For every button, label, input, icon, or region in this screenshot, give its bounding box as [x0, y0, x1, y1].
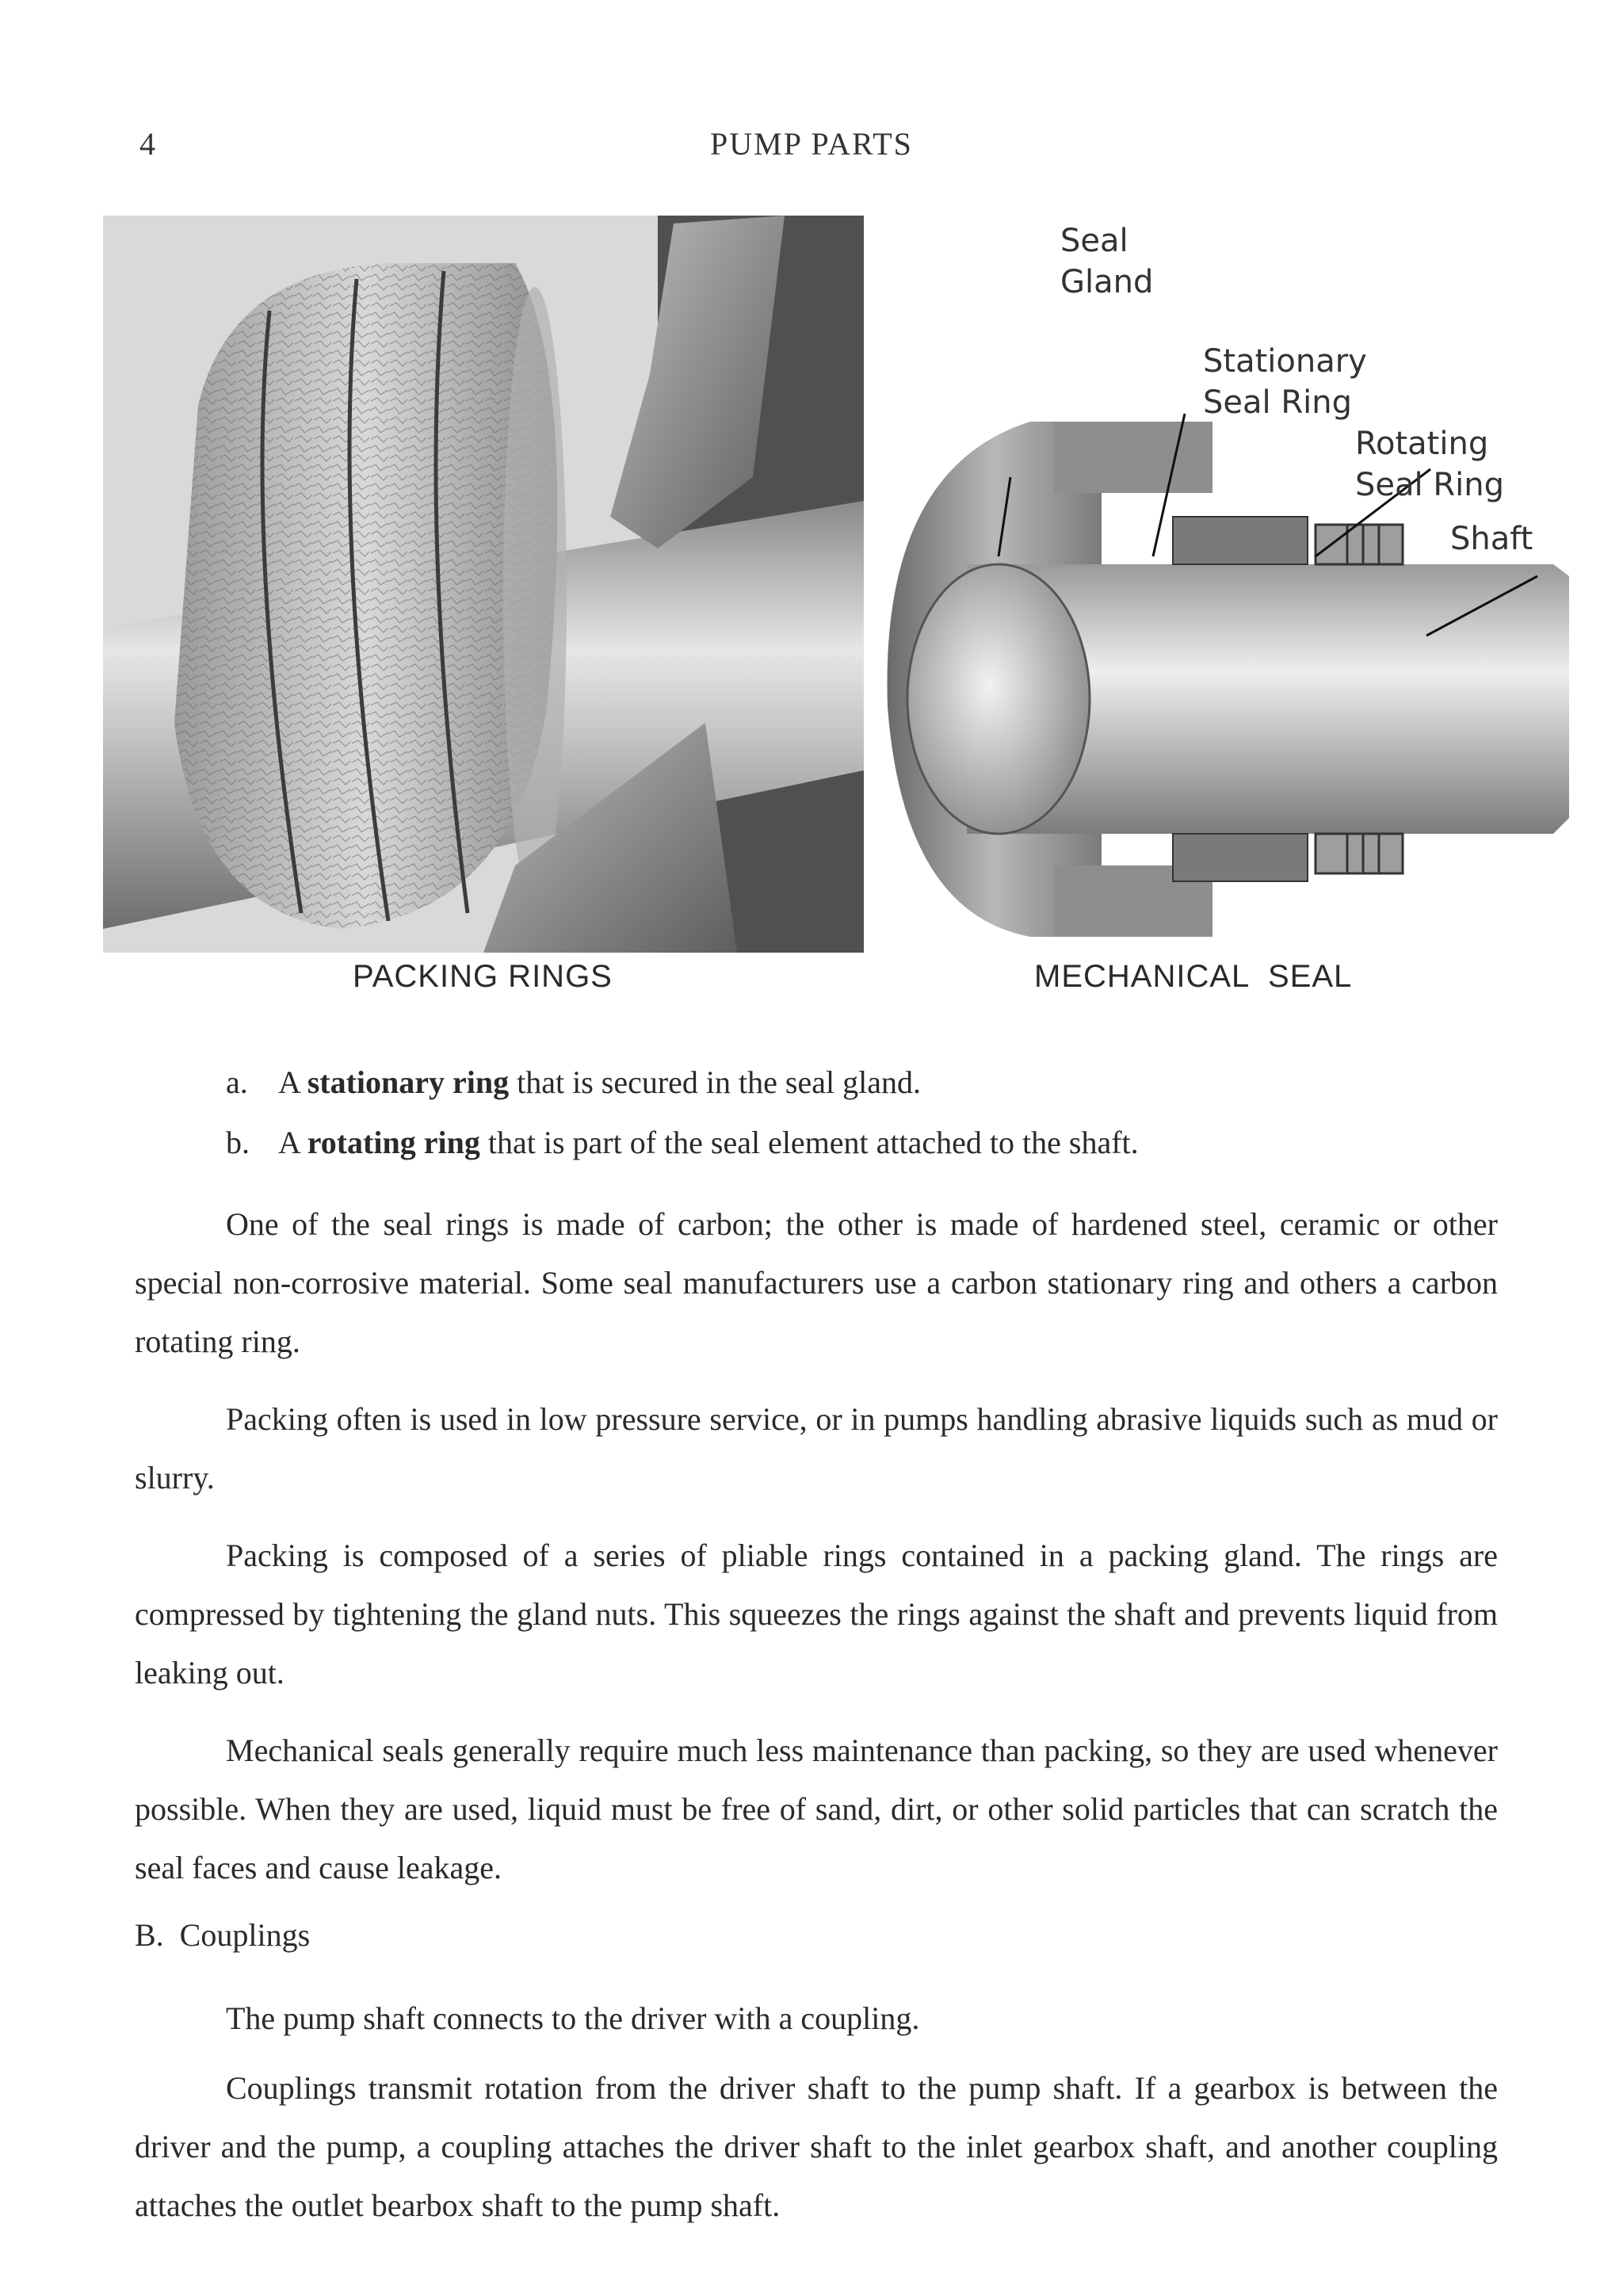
shaft-label: Shaft [1450, 521, 1533, 557]
paragraph-seal-materials: One of the seal rings is made of carbon; the other is made of hardened steel, ceramic or other special non-corrosive material. Some seal manufacturers use a carbon stationary ring and others a carbon rotating ring. [135, 1206, 1498, 1359]
section-heading-couplings: B. Couplings [135, 1917, 311, 1953]
mechanical-seal-caption: MECHANICAL SEAL [1034, 959, 1353, 994]
packing-rings-illustration [103, 216, 864, 953]
rotating-seal-ring-label: Rotating Seal Ring [1355, 426, 1504, 503]
stationary-seal-ring-label: Stationary Seal Ring [1203, 343, 1367, 421]
page-header: PUMP PARTS [710, 126, 913, 162]
paragraph-coupling-function: Couplings transmit rotation from the driver shaft to the pump shaft. If a gearbox is between the driver and the pump, a coupling attaches the driver shaft to the inlet gearbox shaft, and another coupling attaches the outlet bearbox shaft to the pump shaft. [135, 2070, 1498, 2223]
paragraph-coupling-intro: The pump shaft connects to the driver with a coupling. [226, 2000, 920, 2036]
list-item: b. A rotating ring that is part of the seal element attached to the shaft. [226, 1125, 1139, 1160]
mechanical-seal-illustration [872, 216, 1569, 953]
paragraph-mechanical-seals: Mechanical seals generally require much less maintenance than packing, so they are used whenever possible. When they are used, liquid must be free of sand, dirt, or other solid particles that can scratch the seal faces and cause leakage. [135, 1733, 1498, 1885]
list-item: a. A stationary ring that is secured in the seal gland. [226, 1064, 921, 1100]
term-rotating-ring: rotating ring [307, 1125, 480, 1160]
page-number: 4 [139, 126, 155, 162]
seal-gland-label: Seal Gland [1060, 223, 1154, 300]
term-stationary-ring: stationary ring [307, 1064, 510, 1100]
paragraph-packing-composition: Packing is composed of a series of pliable rings contained in a packing gland. The rings are compressed by tightening the gland nuts. This squeezes the rings against the shaft and prevents liquid from leaking out. [135, 1538, 1498, 1690]
paragraph-packing-use: Packing often is used in low pressure service, or in pumps handling abrasive liquids such as mud or slurry. [135, 1401, 1498, 1496]
packing-rings-caption: PACKING RINGS [353, 959, 613, 994]
